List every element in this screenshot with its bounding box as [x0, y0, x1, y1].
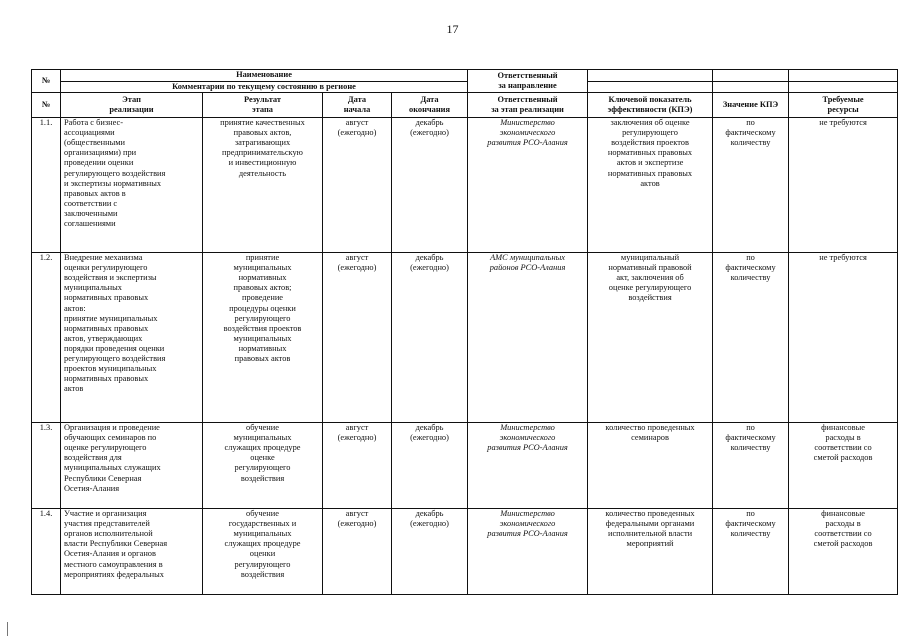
cell-okonchanie: декабрь (ежегодно): [392, 423, 468, 509]
cell-resursy: не требуются: [789, 253, 898, 423]
cell-nachalo: август (ежегодно): [323, 253, 392, 423]
cell-nachalo: август (ежегодно): [323, 118, 392, 253]
cell-otvetstvenny: Министерство экономического развития РСО-Алания: [468, 423, 588, 509]
row-number: 1.3.: [32, 423, 61, 509]
cell-resursy: финансовые расходы в соответствии со сметой расходов: [789, 423, 898, 509]
header-data-okonchaniya: Дата окончания: [392, 93, 468, 118]
cell-rezultat: обучение муниципальных служащих процедуре оценке регулирующего воздействия: [203, 423, 323, 509]
header-num: №: [32, 70, 61, 93]
cell-nachalo: август (ежегодно): [323, 509, 392, 595]
cell-resursy: финансовые расходы в соответствии со сметой расходов: [789, 509, 898, 595]
header-znachenie: Значение КПЭ: [713, 93, 789, 118]
cell-etap: Работа с бизнес- ассоциациями (общественными организациями) при проведении оценки регулирующего воздействия и экспертизы нормативных правовых актов в соответствии с заключенными соглашениями: [61, 118, 203, 253]
cell-etap: Внедрение механизма оценки регулирующего воздействия и экспертизы муниципальных нормативных правовых актов: принятие муниципальных нормативных правовых актов, утверждающих порядки проведения оценки регулирующего воздействия проектов муниципальных нормативных правовых актов: [61, 253, 203, 423]
cell-znachenie: по фактическому количеству: [713, 509, 789, 595]
cell-znachenie: по фактическому количеству: [713, 423, 789, 509]
header-etap: Этап реализации: [61, 93, 203, 118]
header-naimenovanie: Наименование: [61, 70, 468, 82]
header-empty-4: [588, 82, 713, 93]
row-number: 1.4.: [32, 509, 61, 595]
table-row: [32, 423, 898, 509]
header-row-3: [32, 93, 898, 118]
page-number: 17: [446, 22, 459, 36]
header-rezultat: Результат этапа: [203, 93, 323, 118]
cell-znachenie: по фактическому количеству: [713, 253, 789, 423]
header-empty-6: [789, 82, 898, 93]
header-empty-3: [789, 70, 898, 82]
scan-margin-mark: [7, 622, 8, 636]
table-row: [32, 509, 898, 595]
header-kpe: Ключевой показатель эффективности (КПЭ): [588, 93, 713, 118]
cell-kpe: заключения об оценке регулирующего воздействия проектов нормативных правовых актов и экспертизе нормативных правовых актов: [588, 118, 713, 253]
cell-nachalo: август (ежегодно): [323, 423, 392, 509]
cell-rezultat: принятие качественных правовых актов, затрагивающих предпринимательскую и инвестиционную деятельность: [203, 118, 323, 253]
table-row: [32, 253, 898, 423]
cell-etap: Организация и проведение обучающих семинаров по оценке регулирующего воздействия для муниципальных служащих Республики Северная Осетия-Алания: [61, 423, 203, 509]
header-row-1: [32, 70, 898, 82]
header-otv-napravlenie: Ответственный за направление: [468, 70, 588, 93]
cell-otvetstvenny: Министерство экономического развития РСО-Алания: [468, 509, 588, 595]
cell-rezultat: обучение государственных и муниципальных служащих процедуре оценки регулирующего воздействия: [203, 509, 323, 595]
header-empty-2: [713, 70, 789, 82]
cell-kpe: количество проведенных федеральными органами исполнительной власти мероприятий: [588, 509, 713, 595]
cell-okonchanie: декабрь (ежегодно): [392, 253, 468, 423]
header-resursy: Требуемые ресурсы: [789, 93, 898, 118]
cell-otvetstvenny: АМС муниципальных районов РСО-Алания: [468, 253, 588, 423]
cell-otvetstvenny: Министерство экономического развития РСО-Алания: [468, 118, 588, 253]
header-empty-1: [588, 70, 713, 82]
row-number: 1.1.: [32, 118, 61, 253]
cell-kpe: количество проведенных семинаров: [588, 423, 713, 509]
cell-etap: Участие и организация участия представителей органов исполнительной власти Республики Северная Осетия-Алания и органов местного самоуправления в мероприятиях федеральных: [61, 509, 203, 595]
header-otv-etap: Ответственный за этап реализации: [468, 93, 588, 118]
cell-resursy: не требуются: [789, 118, 898, 253]
header-data-nachala: Дата начала: [323, 93, 392, 118]
cell-znachenie: по фактическому количеству: [713, 118, 789, 253]
header-kommentarii: Комментарии по текущему состоянию в регионе: [61, 82, 468, 93]
table-row: [32, 118, 898, 253]
cell-rezultat: принятие муниципальных нормативных правовых актов; проведение процедуры оценки регулирующего воздействия проектов муниципальных нормативных правовых актов: [203, 253, 323, 423]
roadmap-table: [31, 69, 898, 595]
cell-okonchanie: декабрь (ежегодно): [392, 509, 468, 595]
row-number: 1.2.: [32, 253, 61, 423]
header-empty-5: [713, 82, 789, 93]
header-row-2: [32, 82, 898, 93]
cell-okonchanie: декабрь (ежегодно): [392, 118, 468, 253]
header-num-2: №: [32, 93, 61, 118]
cell-kpe: муниципальный нормативный правовой акт, заключения об оценке регулирующего воздействия: [588, 253, 713, 423]
